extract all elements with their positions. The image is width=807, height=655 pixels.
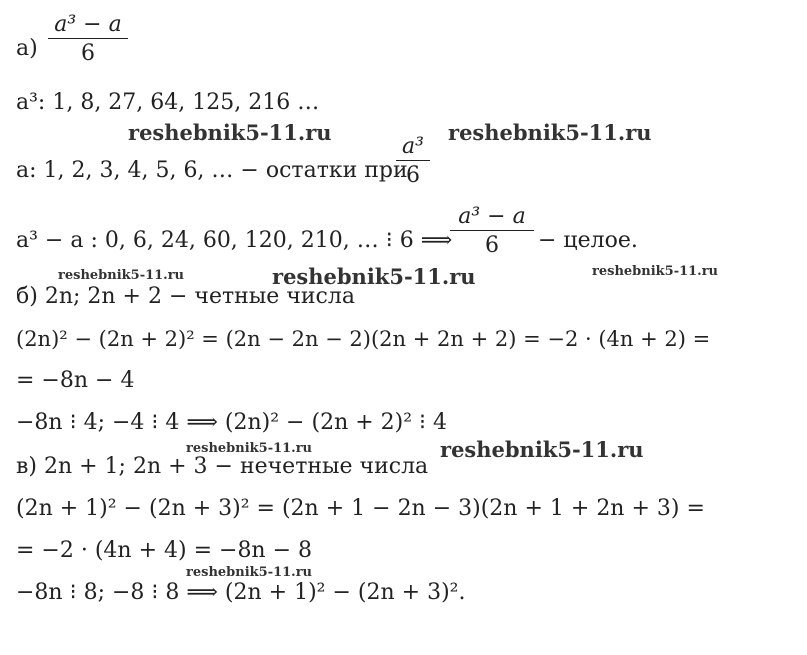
part-c-line-4: −8n ⁝ 8; −8 ⁝ 8 ⟹ (2n + 1)² − (2n + 3)². (16, 580, 466, 605)
watermark: reshebnik5-11.ru (128, 120, 332, 145)
part-c-line-3: = −2 · (4n + 4) = −8n − 8 (16, 538, 313, 563)
watermark: reshebnik5-11.ru (448, 120, 652, 145)
part-b-line-1: б) 2n; 2n + 2 − четные числа (16, 284, 355, 309)
part-b-line-2: (2n)² − (2n + 2)² = (2n − 2n − 2)(2n + 2n + 2) = −2 · (4n + 2) = (16, 327, 711, 351)
fraction-denominator: 6 (48, 38, 128, 67)
part-b-line-3: = −8n − 4 (16, 368, 135, 393)
fraction-numerator: a³ − a (54, 12, 122, 37)
fraction-numerator: a³ − a (458, 204, 526, 229)
fraction-denominator: 6 (396, 160, 430, 189)
fraction-a-cubed-minus-a (48, 12, 128, 67)
difference-sequence: a³ − a : 0, 6, 24, 60, 120, 210, … ⁝ 6 ⟹ (16, 228, 453, 253)
watermark: reshebnik5-11.ru (440, 437, 644, 462)
fraction-a-cubed-over-6 (396, 134, 430, 189)
watermark: reshebnik5-11.ru (58, 268, 185, 283)
fraction-denominator: 6 (450, 230, 534, 259)
conclusion-integer: − целое. (538, 228, 638, 253)
part-c-line-1: в) 2n + 1; 2n + 3 − нечетные числа (16, 454, 429, 479)
part-c-line-2: (2n + 1)² − (2n + 3)² = (2n + 1 − 2n − 3)(2n + 1 + 2n + 3) = (16, 496, 705, 521)
part-a-label: а) (16, 36, 38, 61)
cubes-sequence: a³: 1, 8, 27, 64, 125, 216 … (16, 90, 320, 115)
watermark: reshebnik5-11.ru (272, 264, 476, 289)
remainders-line: a: 1, 2, 3, 4, 5, 6, … − остатки при (16, 158, 408, 183)
fraction-numerator: a³ (402, 134, 424, 159)
watermark: reshebnik5-11.ru (592, 264, 719, 279)
fraction-a-cubed-minus-a-2 (450, 204, 534, 259)
watermark: reshebnik5-11.ru (186, 441, 313, 456)
part-b-line-4: −8n ⁝ 4; −4 ⁝ 4 ⟹ (2n)² − (2n + 2)² ⁝ 4 (16, 410, 448, 435)
watermark: reshebnik5-11.ru (186, 565, 313, 580)
